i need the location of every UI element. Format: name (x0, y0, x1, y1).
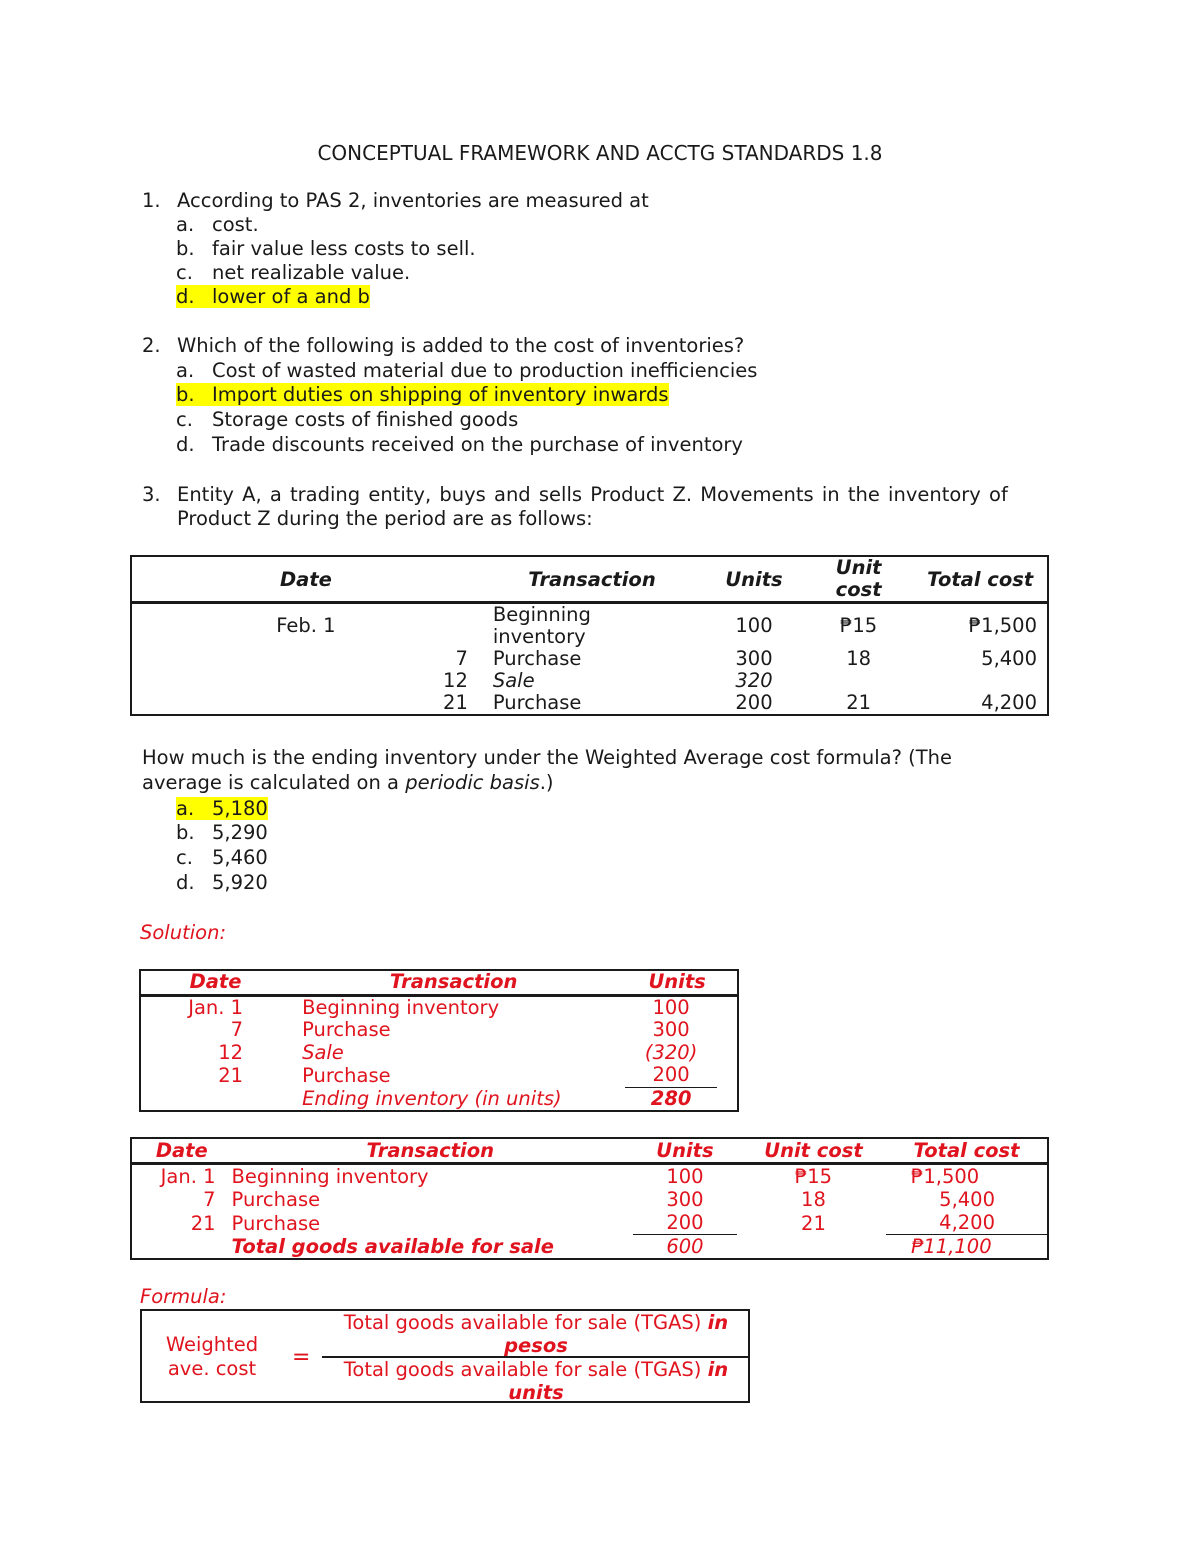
table-row (140, 1019, 738, 1042)
table-header-row (131, 1138, 1048, 1164)
cell-transaction: Beginning inventory (231, 1165, 429, 1188)
option-text: 5,460 (212, 846, 268, 869)
cell-units: 320 (735, 669, 773, 692)
solution-cost-table (130, 1137, 1049, 1260)
cell-date: 7 (203, 1188, 216, 1211)
cell-unit-cost: 18 (801, 1188, 826, 1211)
solution-units-table (139, 969, 739, 1112)
table-total-row (131, 1235, 1048, 1259)
cell-date: 21 (190, 1211, 216, 1235)
formula-equals: = (292, 1345, 311, 1370)
cell-unit-cost (804, 670, 914, 692)
cell-total-units: 600 (666, 1235, 704, 1258)
table-row (140, 1064, 738, 1088)
option-letter: d. (176, 433, 195, 456)
cell-units: 200 (629, 1211, 741, 1235)
cell-total: 4,200 (886, 1211, 1048, 1235)
col-transaction: Transaction (290, 970, 617, 995)
q1-option-b (176, 237, 476, 260)
col-transaction: Transaction (528, 567, 656, 591)
q1-option-a (176, 213, 259, 236)
option-letter: a. (176, 797, 195, 820)
q3-option-d (176, 871, 268, 894)
formula-label: Formula: (140, 1285, 227, 1308)
question-text: According to PAS 2, inventories are measured at (177, 189, 649, 212)
col-units: Units (629, 1138, 741, 1164)
cell-unit-cost: ₱15 (839, 614, 878, 637)
cell-date: 12 (443, 669, 468, 692)
cell-units: 100 (652, 995, 690, 1019)
cell-total: 5,400 (981, 647, 1037, 670)
option-letter: c. (176, 846, 193, 869)
option-letter: c. (176, 261, 193, 284)
col-units: Units (617, 970, 738, 995)
q1-option-c (176, 261, 410, 284)
cell-date: Feb. 1 (276, 614, 336, 637)
cell-units: 300 (735, 647, 773, 670)
cell-transaction: Purchase (492, 647, 582, 670)
option-letter: b. (176, 383, 195, 406)
q3-option-c (176, 846, 268, 869)
cell-units: (320) (644, 1040, 698, 1064)
question-text: Entity A, a trading entity, buys and sells Product Z. Movements in the inventory of (177, 483, 1008, 506)
solution-label: Solution: (140, 921, 227, 944)
question-text-cont: Product Z during the period are as follows: (177, 507, 593, 530)
cell-date: Jan. 1 (188, 995, 244, 1019)
option-text: net realizable value. (212, 261, 411, 284)
option-letter: a. (176, 359, 195, 382)
option-letter: b. (176, 237, 195, 260)
question-number: 2. (142, 334, 161, 357)
cell-transaction: Sale (302, 1040, 344, 1064)
cell-unit-cost: 21 (801, 1211, 826, 1235)
table-total-row (140, 1088, 738, 1112)
formula-denominator: Total goods available for sale (TGAS) in units (343, 1358, 729, 1404)
col-date: Date (279, 567, 332, 591)
col-unit-cost: Unit cost (835, 556, 882, 601)
table-row (131, 1164, 1048, 1189)
table-row (131, 1211, 1048, 1235)
table-header-row (131, 556, 1048, 603)
cell-total: 4,200 (981, 691, 1037, 714)
option-text: Trade discounts received on the purchase of inventory (212, 433, 743, 456)
cell-transaction: Beginning inventory (302, 995, 500, 1019)
q2-option-c (176, 408, 518, 431)
option-text: Storage costs of finished goods (212, 408, 519, 431)
col-transaction: Transaction (232, 1138, 629, 1164)
cell-transaction: Purchase (231, 1211, 321, 1235)
table-row (131, 692, 1048, 715)
option-letter: a. (176, 213, 195, 236)
cell-units: 300 (666, 1188, 704, 1211)
option-text: 5,180 (212, 797, 268, 820)
option-text: 5,290 (212, 821, 268, 844)
table-row (140, 995, 738, 1019)
option-letter: d. (176, 871, 195, 894)
cell-transaction: Purchase (302, 1018, 391, 1041)
inventory-movements-table (130, 555, 1049, 716)
col-total-cost: Total cost (927, 567, 1034, 591)
question-3-prompt-cont: average is calculated on a periodic basis.) (142, 771, 554, 794)
cell-units: 100 (666, 1165, 704, 1188)
formula-box (140, 1309, 750, 1403)
cell-unit-cost: 18 (846, 647, 872, 670)
cell-transaction: Purchase (492, 691, 582, 714)
cell-transaction: Purchase (231, 1188, 321, 1211)
page-title: CONCEPTUAL FRAMEWORK AND ACCTG STANDARDS 1.8 (317, 141, 883, 165)
formula-left-label: Weighted ave. cost (165, 1333, 259, 1380)
col-units: Units (725, 567, 783, 591)
col-date: Date (140, 970, 290, 995)
cell-unit-cost: ₱15 (794, 1165, 833, 1188)
col-unit-cost: Unit cost (741, 1138, 886, 1164)
question-3-prompt: How much is the ending inventory under the Weighted Average cost formula? (The (142, 746, 953, 769)
table-row (131, 670, 1048, 692)
cell-total (913, 670, 1048, 692)
q2-option-b-answer (176, 383, 669, 406)
option-text: 5,920 (212, 871, 268, 894)
cell-total: ₱1,500 (910, 1165, 980, 1188)
cell-total-cost: ₱11,100 (910, 1235, 992, 1258)
option-letter: c. (176, 408, 193, 431)
option-letter: b. (176, 821, 195, 844)
option-text: fair value less costs to sell. (212, 237, 476, 260)
q2-option-d (176, 433, 743, 456)
cell-date: Jan. 1 (160, 1165, 216, 1188)
cell-total: ₱1,500 (968, 614, 1037, 637)
cell-transaction: Beginning inventory (492, 603, 591, 648)
cell-units: 300 (652, 1018, 690, 1041)
q1-option-d-answer (176, 285, 370, 308)
cell-date: 7 (230, 1018, 244, 1041)
table-row (131, 1188, 1048, 1211)
col-date: Date (131, 1138, 232, 1164)
table-row (131, 603, 1048, 649)
cell-total-label: Ending inventory (in units) (302, 1086, 562, 1110)
col-total-cost: Total cost (886, 1138, 1048, 1164)
cell-date: 7 (455, 647, 468, 670)
q3-option-a-answer (176, 797, 268, 820)
cell-date: 12 (218, 1040, 244, 1064)
q2-option-a (176, 359, 757, 382)
table-row (131, 648, 1048, 670)
cell-total-label: Total goods available for sale (231, 1235, 554, 1258)
formula-numerator: Total goods available for sale (TGAS) in pesos (343, 1311, 729, 1357)
cell-units: 100 (735, 614, 773, 637)
cell-transaction: Sale (492, 669, 535, 692)
table-row (140, 1042, 738, 1065)
cell-units: 200 (617, 1064, 738, 1088)
cell-date: 21 (443, 691, 468, 714)
table-header-row (140, 970, 738, 995)
question-number: 1. (142, 189, 161, 212)
q3-option-b (176, 821, 268, 844)
cell-unit-cost: 21 (846, 691, 872, 714)
option-text: Import duties on shipping of inventory inwards (212, 383, 669, 406)
question-number: 3. (142, 483, 161, 506)
option-text: Cost of wasted material due to production inefficiencies (212, 359, 758, 382)
option-text: lower of a and b (212, 285, 370, 308)
cell-transaction: Purchase (302, 1063, 391, 1087)
option-letter: d. (176, 285, 195, 308)
option-text: cost. (212, 213, 259, 236)
question-text: Which of the following is added to the cost of inventories? (177, 334, 745, 357)
cell-total: 5,400 (939, 1188, 995, 1211)
cell-date: 21 (218, 1063, 244, 1087)
cell-units: 200 (735, 691, 773, 714)
cell-total-units: 280 (650, 1086, 692, 1110)
